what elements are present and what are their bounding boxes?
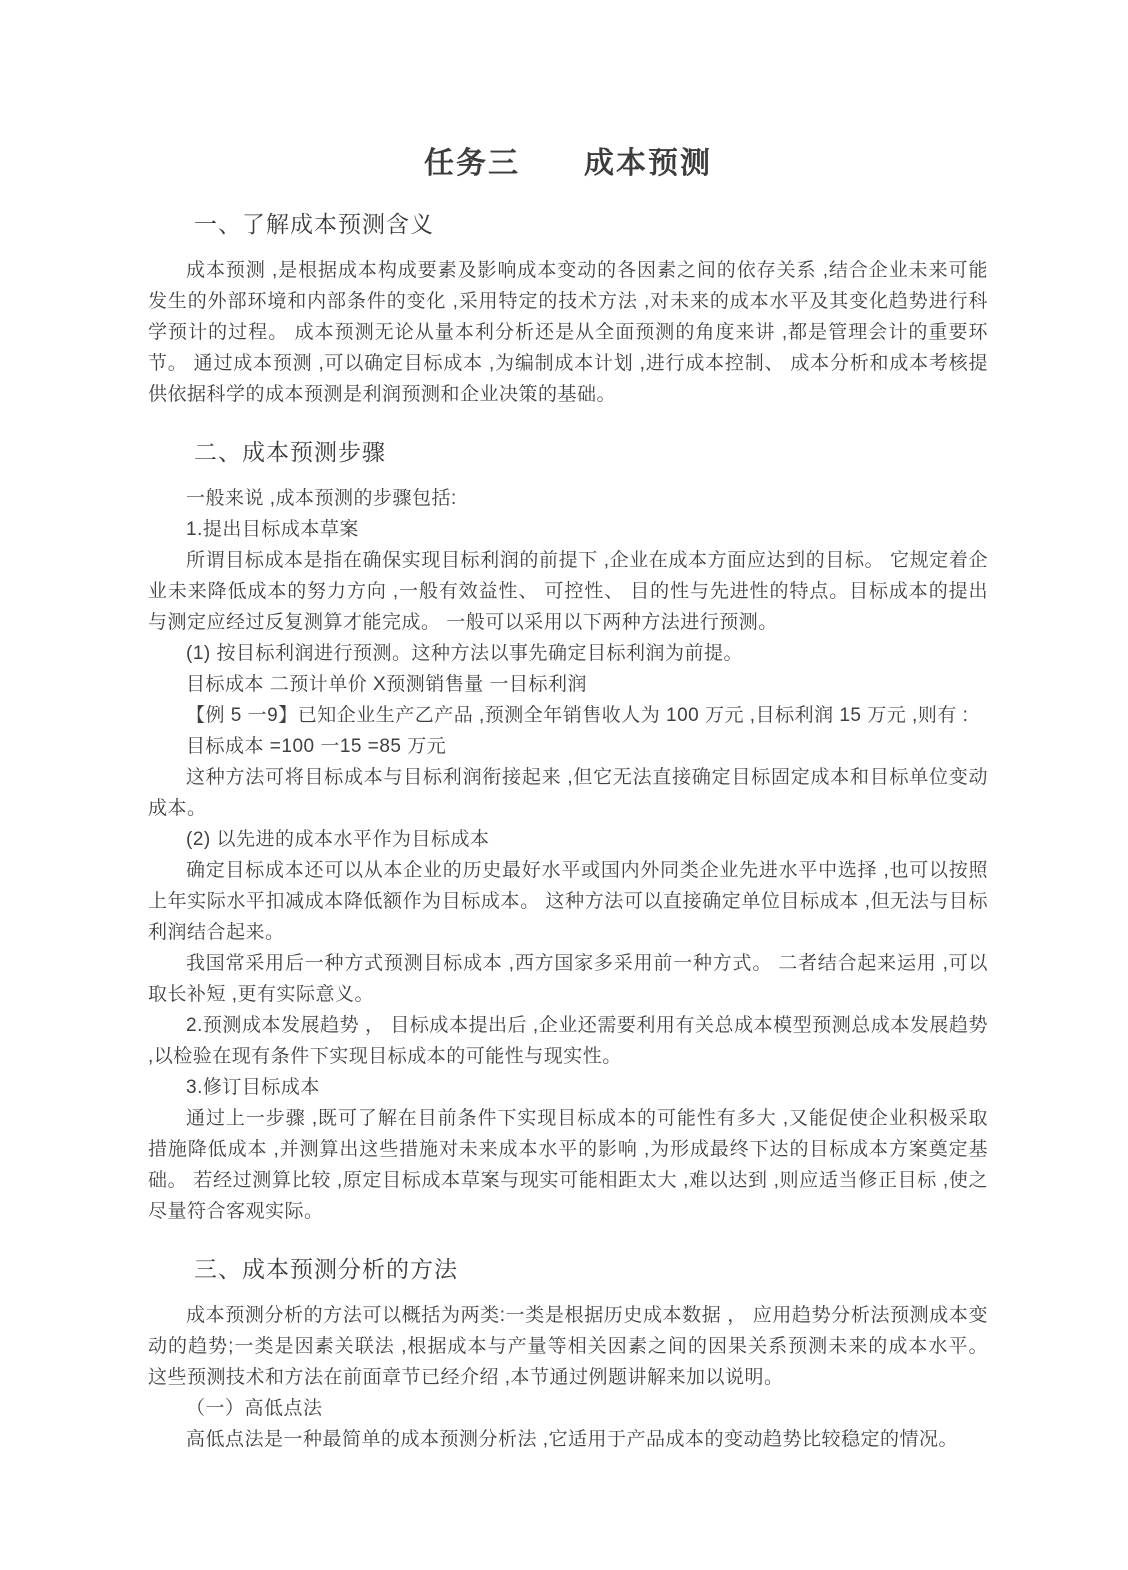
subheading-line: （一）高低点法 (186, 1398, 323, 1419)
paragraph: (1) 按目标利润进行预测。这种方法以事先确定目标利润为前提。 (186, 643, 744, 664)
paragraph: 成本预测 ,是根据成本构成要素及影响成本变动的各因素之间的依存关系 ,结合企业未来可能发生的外部环境和内部条件的变化 ,采用特定的技术方法 ,对未来的成本水平及其变化趋势进行科学预计的过程。 成本预测无论从量本利分析还是从全面预测的角度来讲 ,都是管理会计的重要环节。 通过成本预测 ,可以确定目标成本 ,为编制成本计划 ,进行成本控制、 成本分析和成本考核提供依据科学的成本预测是利润预测和企业决策的基础。 (148, 260, 988, 405)
paragraph: 我国常采用后一种方式预测目标成本 ,西方国家多采用前一种方式。 二者结合起来运用 ,可以取长补短 ,更有实际意义。 (148, 953, 988, 1005)
section-steps (148, 434, 988, 1227)
paragraph: 3.修订目标成本 (186, 1077, 320, 1098)
paragraph: 2.预测成本发展趋势 ， 目标成本提出后 ,企业还需要利用有关总成本模型预测总成本发展趋势 ,以检验在现有条件下实现目标成本的可能性与现实性。 (148, 1015, 988, 1067)
paragraph: (2) 以先进的成本水平作为目标成本 (186, 829, 490, 850)
section-methods (148, 1251, 988, 1455)
paragraph: 1.提出目标成本草案 (186, 519, 359, 540)
paragraph: 成本预测分析的方法可以概括为两类:一类是根据历史成本数据 ， 应用趋势分析法预测成本变动的趋势;一类是因素关联法 ,根据成本与产量等相关因素之间的因果关系预测未来的成本水平。 这些预测技术和方法在前面章节已经介绍 ,本节通过例题讲解来加以说明。 (148, 1305, 988, 1388)
formula-line: 目标成本 二预计单价 X预测销售量 一目标利润 (186, 674, 588, 695)
section-meaning (148, 206, 988, 410)
section-heading: 一、了解成本预测含义 (194, 211, 434, 237)
example-line: 【例 5 一9】已知企业生产乙产品 ,预测全年销售收人为 100 万元 ,目标利润 15 万元 ,则有 : (186, 705, 969, 726)
section-heading: 三、成本预测分析的方法 (194, 1256, 458, 1282)
section-heading: 二、成本预测步骤 (194, 439, 386, 465)
page-title: 任务三 成本预测 (424, 147, 712, 180)
paragraph: 高低点法是一种最简单的成本预测分析法 ,它适用于产品成本的变动趋势比较稳定的情况。 (186, 1429, 959, 1450)
paragraph: 确定目标成本还可以从本企业的历史最好水平或国内外同类企业先进水平中选择 ,也可以按照上年实际水平扣减成本降低额作为目标成本。 这种方法可以直接确定单位目标成本 ,但无法与目标利润结合起来。 (148, 860, 988, 943)
formula-line: 目标成本 =100 一15 =85 万元 (186, 736, 447, 757)
paragraph: 通过上一步骤 ,既可了解在目前条件下实现目标成本的可能性有多大 ,又能促使企业积极采取措施降低成本 ,并测算出这些措施对未来成本水平的影响 ,为形成最终下达的目标成本方案奠定基础。 若经过测算比较 ,原定目标成本草案与现实可能相距太大 ,难以达到 ,则应适当修正目标 ,使之尽量符合客观实际。 (148, 1108, 988, 1222)
paragraph: 所谓目标成本是指在确保实现目标利润的前提下 ,企业在成本方面应达到的目标。 它规定着企业未来降低成本的努力方向 ,一般有效益性、 可控性、 目的性与先进性的特点。目标成本的提出与测定应经过反复测算才能完成。 一般可以采用以下两种方法进行预测。 (148, 550, 988, 633)
paragraph: 一般来说 ,成本预测的步骤包括: (186, 488, 457, 509)
paragraph: 这种方法可将目标成本与目标利润衔接起来 ,但它无法直接确定目标固定成本和目标单位变动成本。 (148, 767, 988, 819)
